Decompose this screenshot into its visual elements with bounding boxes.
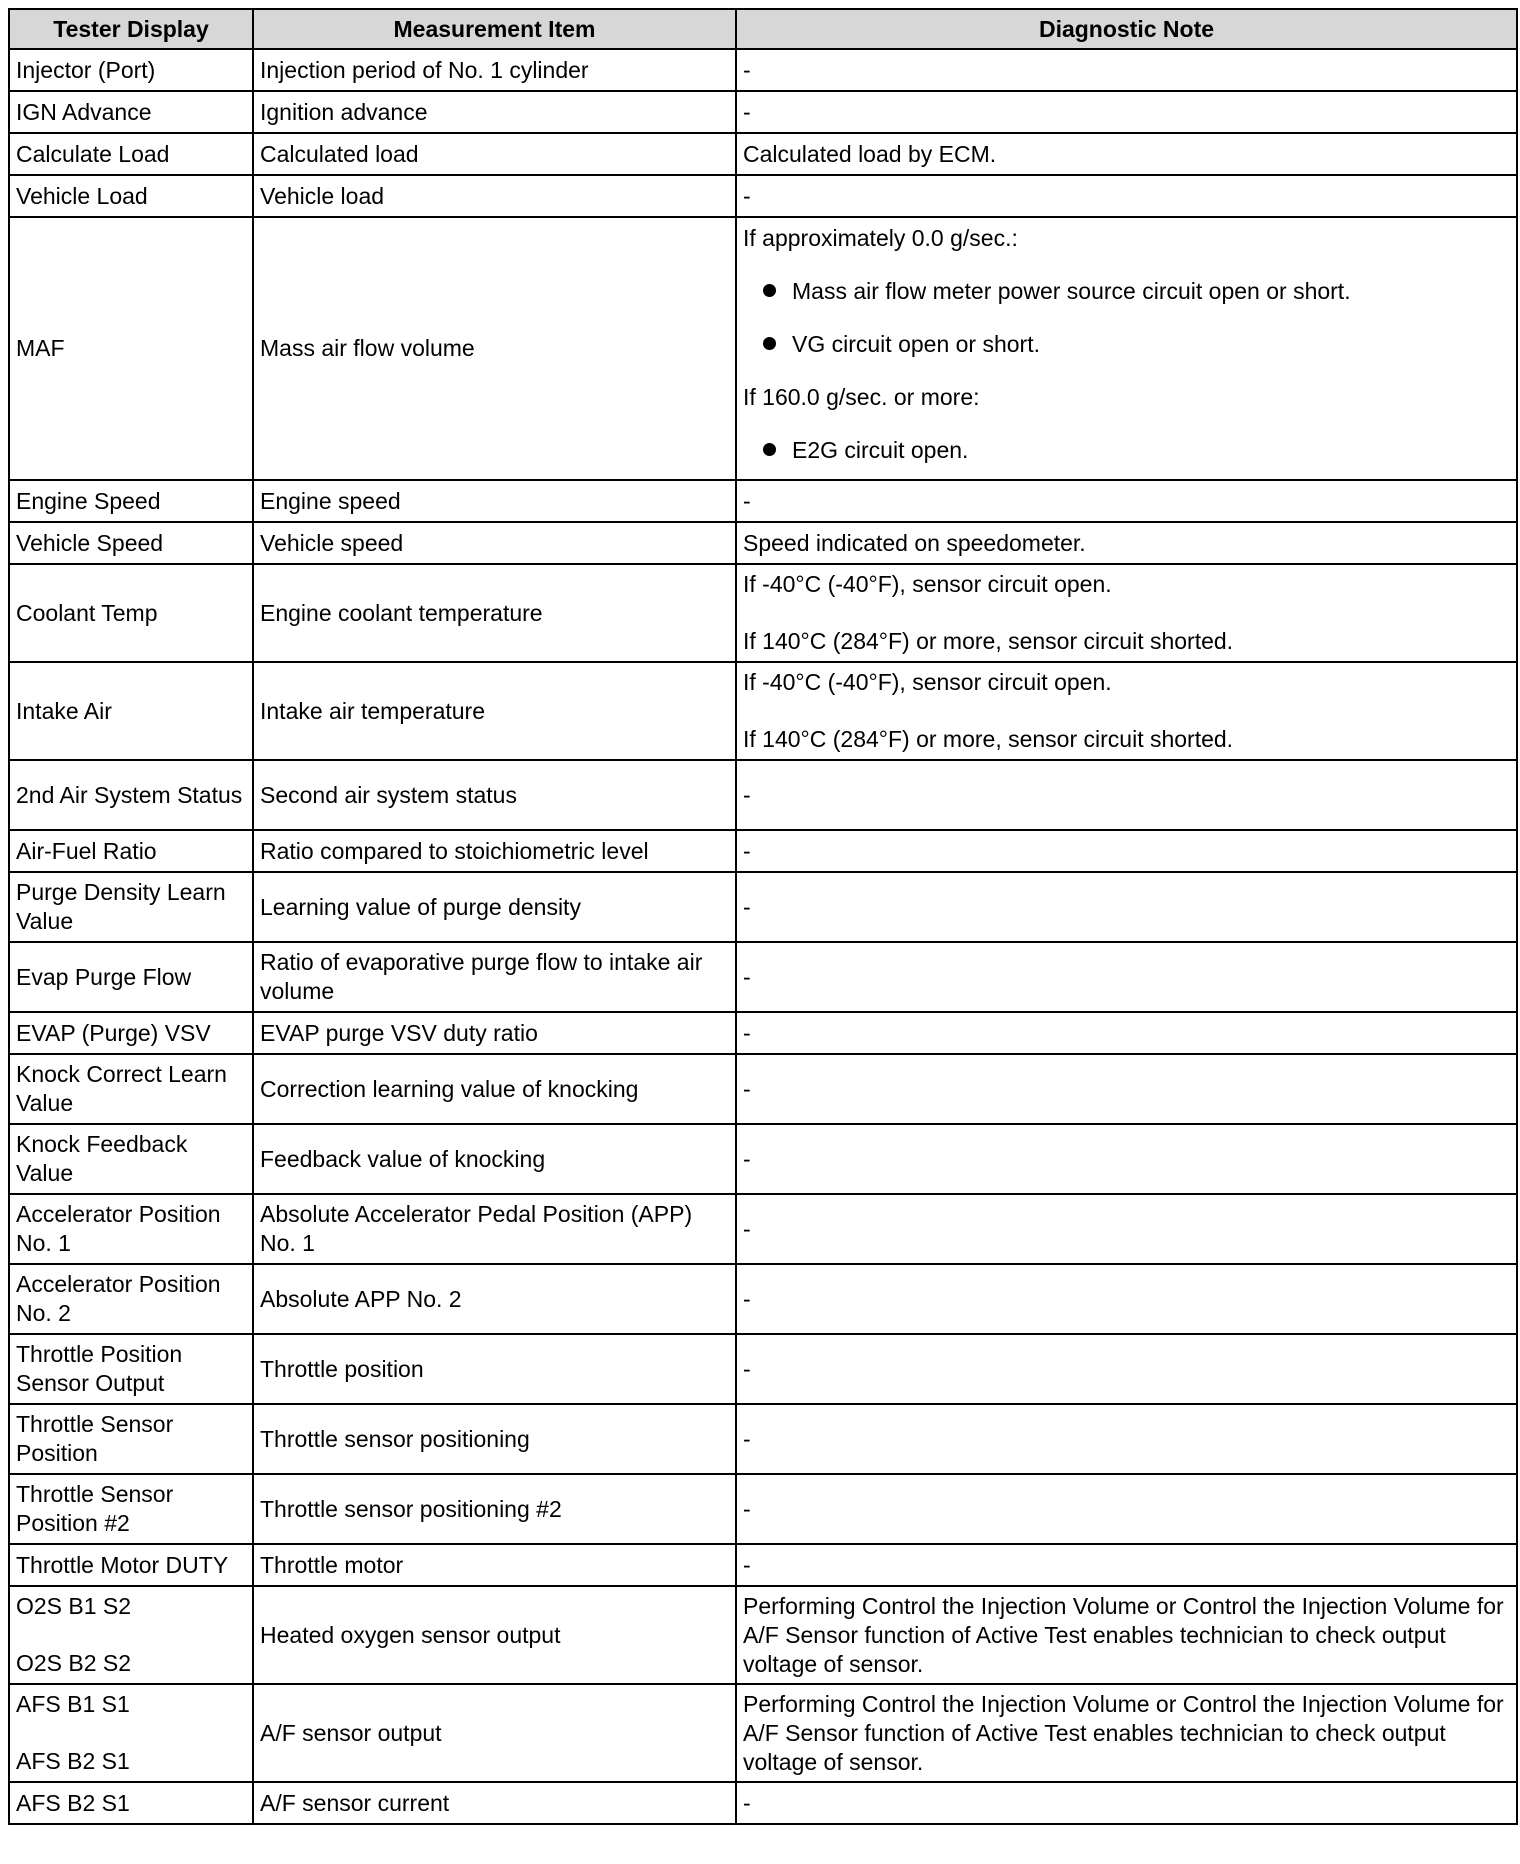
measurement-item-cell: Injection period of No. 1 cylinder <box>253 49 736 91</box>
measurement-item-cell: Engine coolant temperature <box>253 564 736 662</box>
diagnostic-note-cell: - <box>736 1124 1517 1194</box>
tester-display-cell: Engine Speed <box>9 480 253 522</box>
tester-display-cell: Throttle Position Sensor Output <box>9 1334 253 1404</box>
table-row <box>9 1012 1517 1054</box>
bullet-icon <box>763 284 776 297</box>
diagnostic-note-cell: - <box>736 872 1517 942</box>
measurement-item-cell: Throttle motor <box>253 1544 736 1586</box>
diagnostic-note-cell: - <box>736 1264 1517 1334</box>
bullet-item <box>743 318 1510 371</box>
diagnostic-note-cell <box>736 564 1517 662</box>
diagnostic-note-cell: - <box>736 760 1517 830</box>
header-row <box>9 9 1517 49</box>
table-row <box>9 1404 1517 1474</box>
table-row <box>9 830 1517 872</box>
diagnostic-note-cell: Performing Control the Injection Volume or Control the Injection Volume for A/F Sensor function of Active Test enables technician to check output voltage of sensor. <box>736 1586 1517 1684</box>
table-row <box>9 480 1517 522</box>
measurement-item-cell: EVAP purge VSV duty ratio <box>253 1012 736 1054</box>
table-row <box>9 1194 1517 1264</box>
note-line: If -40°C (-40°F), sensor circuit open. <box>743 669 1112 695</box>
diagnostic-note-cell: - <box>736 480 1517 522</box>
table-row <box>9 1124 1517 1194</box>
tester-display-cell: Air-Fuel Ratio <box>9 830 253 872</box>
measurement-item-cell: Feedback value of knocking <box>253 1124 736 1194</box>
header-measurement-item: Measurement Item <box>253 9 736 49</box>
tester-display-cell: MAF <box>9 217 253 480</box>
diagnostic-note-cell: - <box>736 942 1517 1012</box>
measurement-item-cell: Throttle sensor positioning #2 <box>253 1474 736 1544</box>
diagnostic-table <box>8 8 1518 1825</box>
note-line: If 140°C (284°F) or more, sensor circuit shorted. <box>743 628 1234 654</box>
measurement-item-cell: Intake air temperature <box>253 662 736 760</box>
tester-display-cell: Throttle Motor DUTY <box>9 1544 253 1586</box>
diagnostic-note-cell <box>736 662 1517 760</box>
measurement-item-cell: Ratio of evaporative purge flow to intake air volume <box>253 942 736 1012</box>
diagnostic-note-cell: - <box>736 1012 1517 1054</box>
table-row <box>9 662 1517 760</box>
measurement-item-cell: Learning value of purge density <box>253 872 736 942</box>
measurement-item-cell: Throttle position <box>253 1334 736 1404</box>
tester-display-cell: Calculate Load <box>9 133 253 175</box>
tester-display-cell: AFS B2 S1 <box>9 1782 253 1824</box>
diagnostic-note-cell: - <box>736 1194 1517 1264</box>
table-row <box>9 91 1517 133</box>
bullet-text: Mass air flow meter power source circuit open or short. <box>792 278 1351 304</box>
table-row <box>9 564 1517 662</box>
tester-display-cell: Coolant Temp <box>9 564 253 662</box>
header-tester-display: Tester Display <box>9 9 253 49</box>
bullet-icon <box>763 443 776 456</box>
bullet-item <box>743 265 1510 318</box>
note-line: If 140°C (284°F) or more, sensor circuit shorted. <box>743 726 1234 752</box>
tester-line: AFS B2 S1 <box>16 1748 130 1774</box>
table-row <box>9 522 1517 564</box>
measurement-item-cell: A/F sensor current <box>253 1782 736 1824</box>
tester-display-cell: Purge Density Learn Value <box>9 872 253 942</box>
measurement-item-cell: Calculated load <box>253 133 736 175</box>
tester-display-cell: Knock Correct Learn Value <box>9 1054 253 1124</box>
diagnostic-note-cell <box>736 217 1517 480</box>
bullet-text: VG circuit open or short. <box>792 331 1040 357</box>
measurement-item-cell: Absolute APP No. 2 <box>253 1264 736 1334</box>
diagnostic-note-cell: - <box>736 1782 1517 1824</box>
diagnostic-note-cell: - <box>736 91 1517 133</box>
measurement-item-cell: Second air system status <box>253 760 736 830</box>
table-row <box>9 49 1517 91</box>
table-row <box>9 1334 1517 1404</box>
tester-display-cell: Throttle Sensor Position <box>9 1404 253 1474</box>
table-row <box>9 1474 1517 1544</box>
tester-display-cell: Evap Purge Flow <box>9 942 253 1012</box>
table-row <box>9 1054 1517 1124</box>
table-row <box>9 1544 1517 1586</box>
tester-display-cell <box>9 1586 253 1684</box>
diagnostic-note-cell: - <box>736 830 1517 872</box>
table-row <box>9 175 1517 217</box>
tester-display-cell <box>9 1684 253 1782</box>
bullet-icon <box>763 337 776 350</box>
tester-display-cell: Knock Feedback Value <box>9 1124 253 1194</box>
tester-display-cell: Intake Air <box>9 662 253 760</box>
diagnostic-note-cell: - <box>736 175 1517 217</box>
tester-display-cell: Accelerator Position No. 1 <box>9 1194 253 1264</box>
measurement-item-cell: Ratio compared to stoichiometric level <box>253 830 736 872</box>
diagnostic-note-cell: - <box>736 1474 1517 1544</box>
table-row <box>9 760 1517 830</box>
measurement-item-cell: Heated oxygen sensor output <box>253 1586 736 1684</box>
measurement-item-cell: Vehicle load <box>253 175 736 217</box>
table-row <box>9 133 1517 175</box>
diagnostic-note-cell: Calculated load by ECM. <box>736 133 1517 175</box>
tester-display-cell: Vehicle Speed <box>9 522 253 564</box>
bullet-item <box>743 424 1510 477</box>
measurement-item-cell: A/F sensor output <box>253 1684 736 1782</box>
measurement-item-cell: Ignition advance <box>253 91 736 133</box>
tester-display-cell: EVAP (Purge) VSV <box>9 1012 253 1054</box>
table-row <box>9 1586 1517 1684</box>
tester-display-cell: Accelerator Position No. 2 <box>9 1264 253 1334</box>
note-line: If approximately 0.0 g/sec.: <box>743 225 1018 251</box>
tester-line: AFS B1 S1 <box>16 1691 130 1717</box>
measurement-item-cell: Absolute Accelerator Pedal Position (APP) No. 1 <box>253 1194 736 1264</box>
table-row <box>9 1264 1517 1334</box>
measurement-item-cell: Engine speed <box>253 480 736 522</box>
tester-display-cell: Throttle Sensor Position #2 <box>9 1474 253 1544</box>
measurement-item-cell: Vehicle speed <box>253 522 736 564</box>
table-row <box>9 1782 1517 1824</box>
bullet-text: E2G circuit open. <box>792 437 969 463</box>
measurement-item-cell: Correction learning value of knocking <box>253 1054 736 1124</box>
tester-display-cell: Injector (Port) <box>9 49 253 91</box>
note-line: If -40°C (-40°F), sensor circuit open. <box>743 571 1112 597</box>
diagnostic-note-cell: - <box>736 1054 1517 1124</box>
measurement-item-cell: Mass air flow volume <box>253 217 736 480</box>
tester-display-cell: IGN Advance <box>9 91 253 133</box>
header-diagnostic-note: Diagnostic Note <box>736 9 1517 49</box>
table-row <box>9 1684 1517 1782</box>
diagnostic-note-cell: Performing Control the Injection Volume or Control the Injection Volume for A/F Sensor function of Active Test enables technician to check output voltage of sensor. <box>736 1684 1517 1782</box>
measurement-item-cell: Throttle sensor positioning <box>253 1404 736 1474</box>
diagnostic-note-cell: - <box>736 1544 1517 1586</box>
diagnostic-note-cell: - <box>736 1334 1517 1404</box>
diagnostic-note-cell: - <box>736 1404 1517 1474</box>
diagnostic-note-cell: Speed indicated on speedometer. <box>736 522 1517 564</box>
tester-line: O2S B1 S2 <box>16 1593 132 1619</box>
note-line: If 160.0 g/sec. or more: <box>743 384 980 410</box>
diagnostic-note-cell: - <box>736 49 1517 91</box>
tester-line: O2S B2 S2 <box>16 1650 132 1676</box>
tester-display-cell: Vehicle Load <box>9 175 253 217</box>
table-row <box>9 217 1517 480</box>
table-row <box>9 872 1517 942</box>
tester-display-cell: 2nd Air System Status <box>9 760 253 830</box>
table-row <box>9 942 1517 1012</box>
